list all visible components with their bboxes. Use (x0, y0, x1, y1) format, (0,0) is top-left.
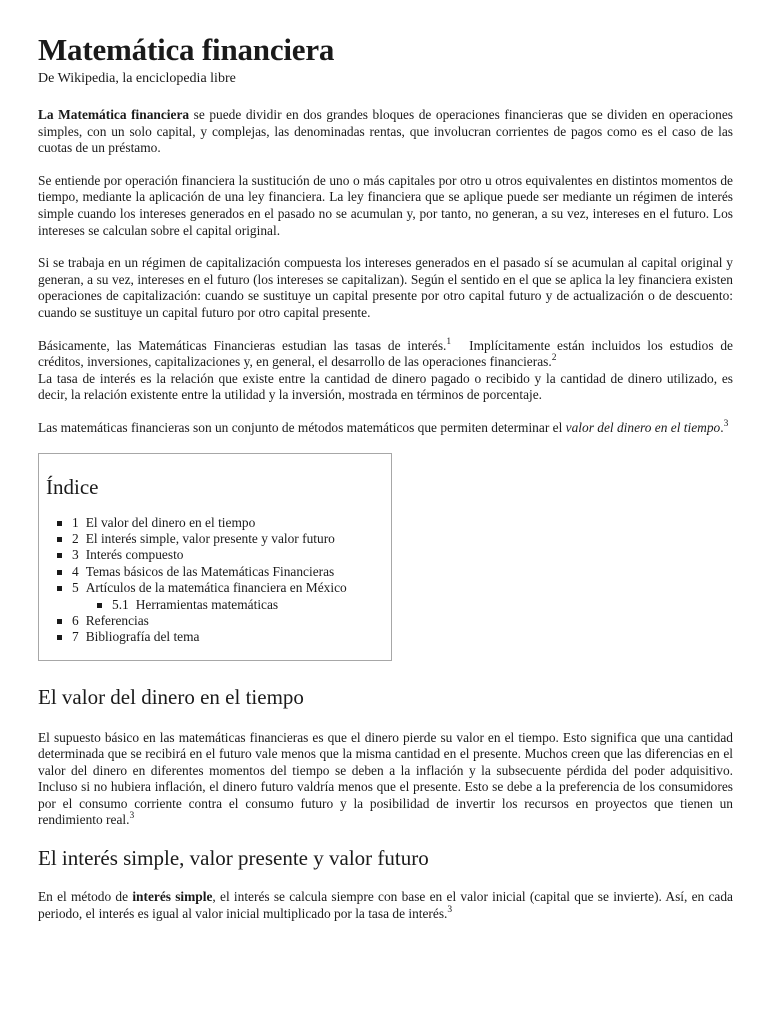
section-heading-time-value: El valor del dinero en el tiempo (38, 684, 304, 709)
intro-paragraph-1 (38, 107, 733, 157)
reference-link[interactable]: 2 (551, 353, 557, 364)
section-heading-simple-interest: El interés simple, valor presente y valor futuro (38, 846, 429, 871)
intro-paragraph-2: Se entiende por operación financiera la sustitución de uno o más capitales por otro u otros equivalentes en distintos momentos de tiempo, mediante la aplicación de una ley financiera. La ley financiera que se aplique puede ser mediante un régimen de interés simple cuando los intereses generados en el pasado no se acumulan y, por tanto, no generan, a su vez, intereses en el futuro. Los intereses se calculan sobre el capital original. (38, 172, 733, 238)
page-title: Matemática financiera (38, 32, 335, 67)
toc-list (46, 515, 381, 646)
reference-link[interactable]: 1 (446, 336, 452, 347)
paragraph-text: se puede dividir en dos grandes bloques de operaciones financieras que se dividen en operaciones simples, con un solo capital, y complejas, las denominadas rentas, que involucran corrientes de pagos como es el caso de las cuotas de un préstamo. (38, 107, 733, 156)
toc-item-label: Temas básicos de las Matemáticas Financieras (85, 563, 335, 579)
toc-item-number: 2 (72, 530, 79, 546)
italic-term: valor del dinero en el tiempo (565, 419, 721, 435)
reference-link[interactable]: 3 (447, 904, 453, 915)
reference-link[interactable]: 3 (723, 418, 729, 429)
toc-item-number: 7 (72, 629, 79, 645)
toc-item[interactable] (72, 613, 381, 629)
toc-item[interactable] (72, 547, 381, 563)
toc-item-number: 6 (72, 612, 79, 628)
intro-paragraph-5: Las matemáticas financieras son un conjunto de métodos matemáticos que permiten determinar el valor del dinero en el tiempo.$^3$ (38, 418, 729, 435)
term-bold: La Matemática financiera (38, 107, 190, 122)
paragraph-text: El supuesto básico en las matemáticas financieras es que el dinero pierde su valor en el tiempo. Esto significa que una cantidad determinada que se recibirá en el futuro vale menos que la misma cantidad en el presente. Muchos creen que las diferencias en el valor del dinero en diferentes momentos del tiempo se deben a la inflación y la subsecuente pérdida del poder adquisitivo. Incluso si no hubiera inflación, el dinero futuro valdría menos que el presente. Esto se debe a la preferencia de los consumidores por el consumo corriente contra el consumo futuro y la posibilidad de invertir los recursos en proyectos que tienen un rendimiento real. (38, 729, 733, 828)
toc-title: Índice (46, 474, 99, 499)
term-bold: interés simple (132, 889, 213, 905)
page-subtitle: De Wikipedia, la enciclopedia libre (38, 71, 236, 86)
toc-item-label: El valor del dinero en el tiempo (85, 514, 256, 530)
section-paragraph-time-value (38, 730, 733, 830)
toc-item-label: Referencias (85, 612, 149, 628)
intro-paragraph-4 (38, 338, 733, 404)
reference-link[interactable]: 3 (129, 811, 135, 822)
toc-item-number: 5.1 (112, 596, 129, 612)
toc-subitem[interactable] (112, 597, 381, 613)
paragraph-text: Básicamente, las Matemáticas Financieras estudian las tasas de interés. (38, 337, 447, 353)
paragraph-text: Implícitamente están incluidos los estudios de créditos, inversiones, capitalizaciones y, en general, el desarrollo de las operaciones financieras. (38, 337, 733, 370)
toc-item-number: 3 (72, 547, 79, 563)
article-content (38, 30, 733, 938)
toc-item[interactable] (72, 515, 381, 531)
toc-sublist (72, 597, 381, 613)
toc-item-number: 5 (72, 580, 79, 596)
toc-item[interactable] (72, 564, 381, 580)
paragraph-text: , el interés se calcula siempre con base en el valor inicial (capital que se invierte). Así, en cada periodo, el interés es igual al valor inicial multiplicado por la tasa de interés. (38, 889, 734, 921)
toc-item[interactable] (72, 629, 381, 645)
toc-item-label: Artículos de la matemática financiera en México (85, 580, 347, 596)
toc-item-label: El interés simple, valor presente y valor futuro (85, 530, 335, 546)
paragraph-text: Las matemáticas financieras son un conjunto de métodos matemáticos que permiten determinar el (38, 419, 566, 435)
paragraph-text: La tasa de interés es la relación que existe entre la cantidad de dinero pagado o recibido y la cantidad de dinero utilizado, es decir, la relación existente entre la utilidad y la inversión, mostrada en términos de porcentaje. (38, 370, 733, 403)
toc-item-number: 4 (72, 563, 79, 579)
toc-item[interactable] (72, 531, 381, 547)
intro-paragraph-3: Si se trabaja en un régimen de capitalización compuesta los intereses generados en el pasado sí se acumulan al capital original y generan, a su vez, intereses en el futuro (los intereses se capitalizan). Según el sentido en el que se aplica la ley financiera existen operaciones de capitalización: cuando se sustituye un capital presente por otro capital futuro y de actualización o de descuento: cuando se sustituye un capital futuro por otro capital presente. (38, 255, 733, 320)
toc-item-label: Herramientas matemáticas (135, 596, 279, 612)
toc-item-number: 1 (72, 514, 79, 530)
section-paragraph-simple-interest (38, 889, 733, 922)
table-of-contents (38, 453, 392, 661)
toc-item-label: Interés compuesto (85, 547, 184, 563)
paragraph-text: En el método de (38, 889, 133, 905)
toc-item[interactable] (72, 580, 381, 613)
toc-item-label: Bibliografía del tema (85, 629, 200, 645)
